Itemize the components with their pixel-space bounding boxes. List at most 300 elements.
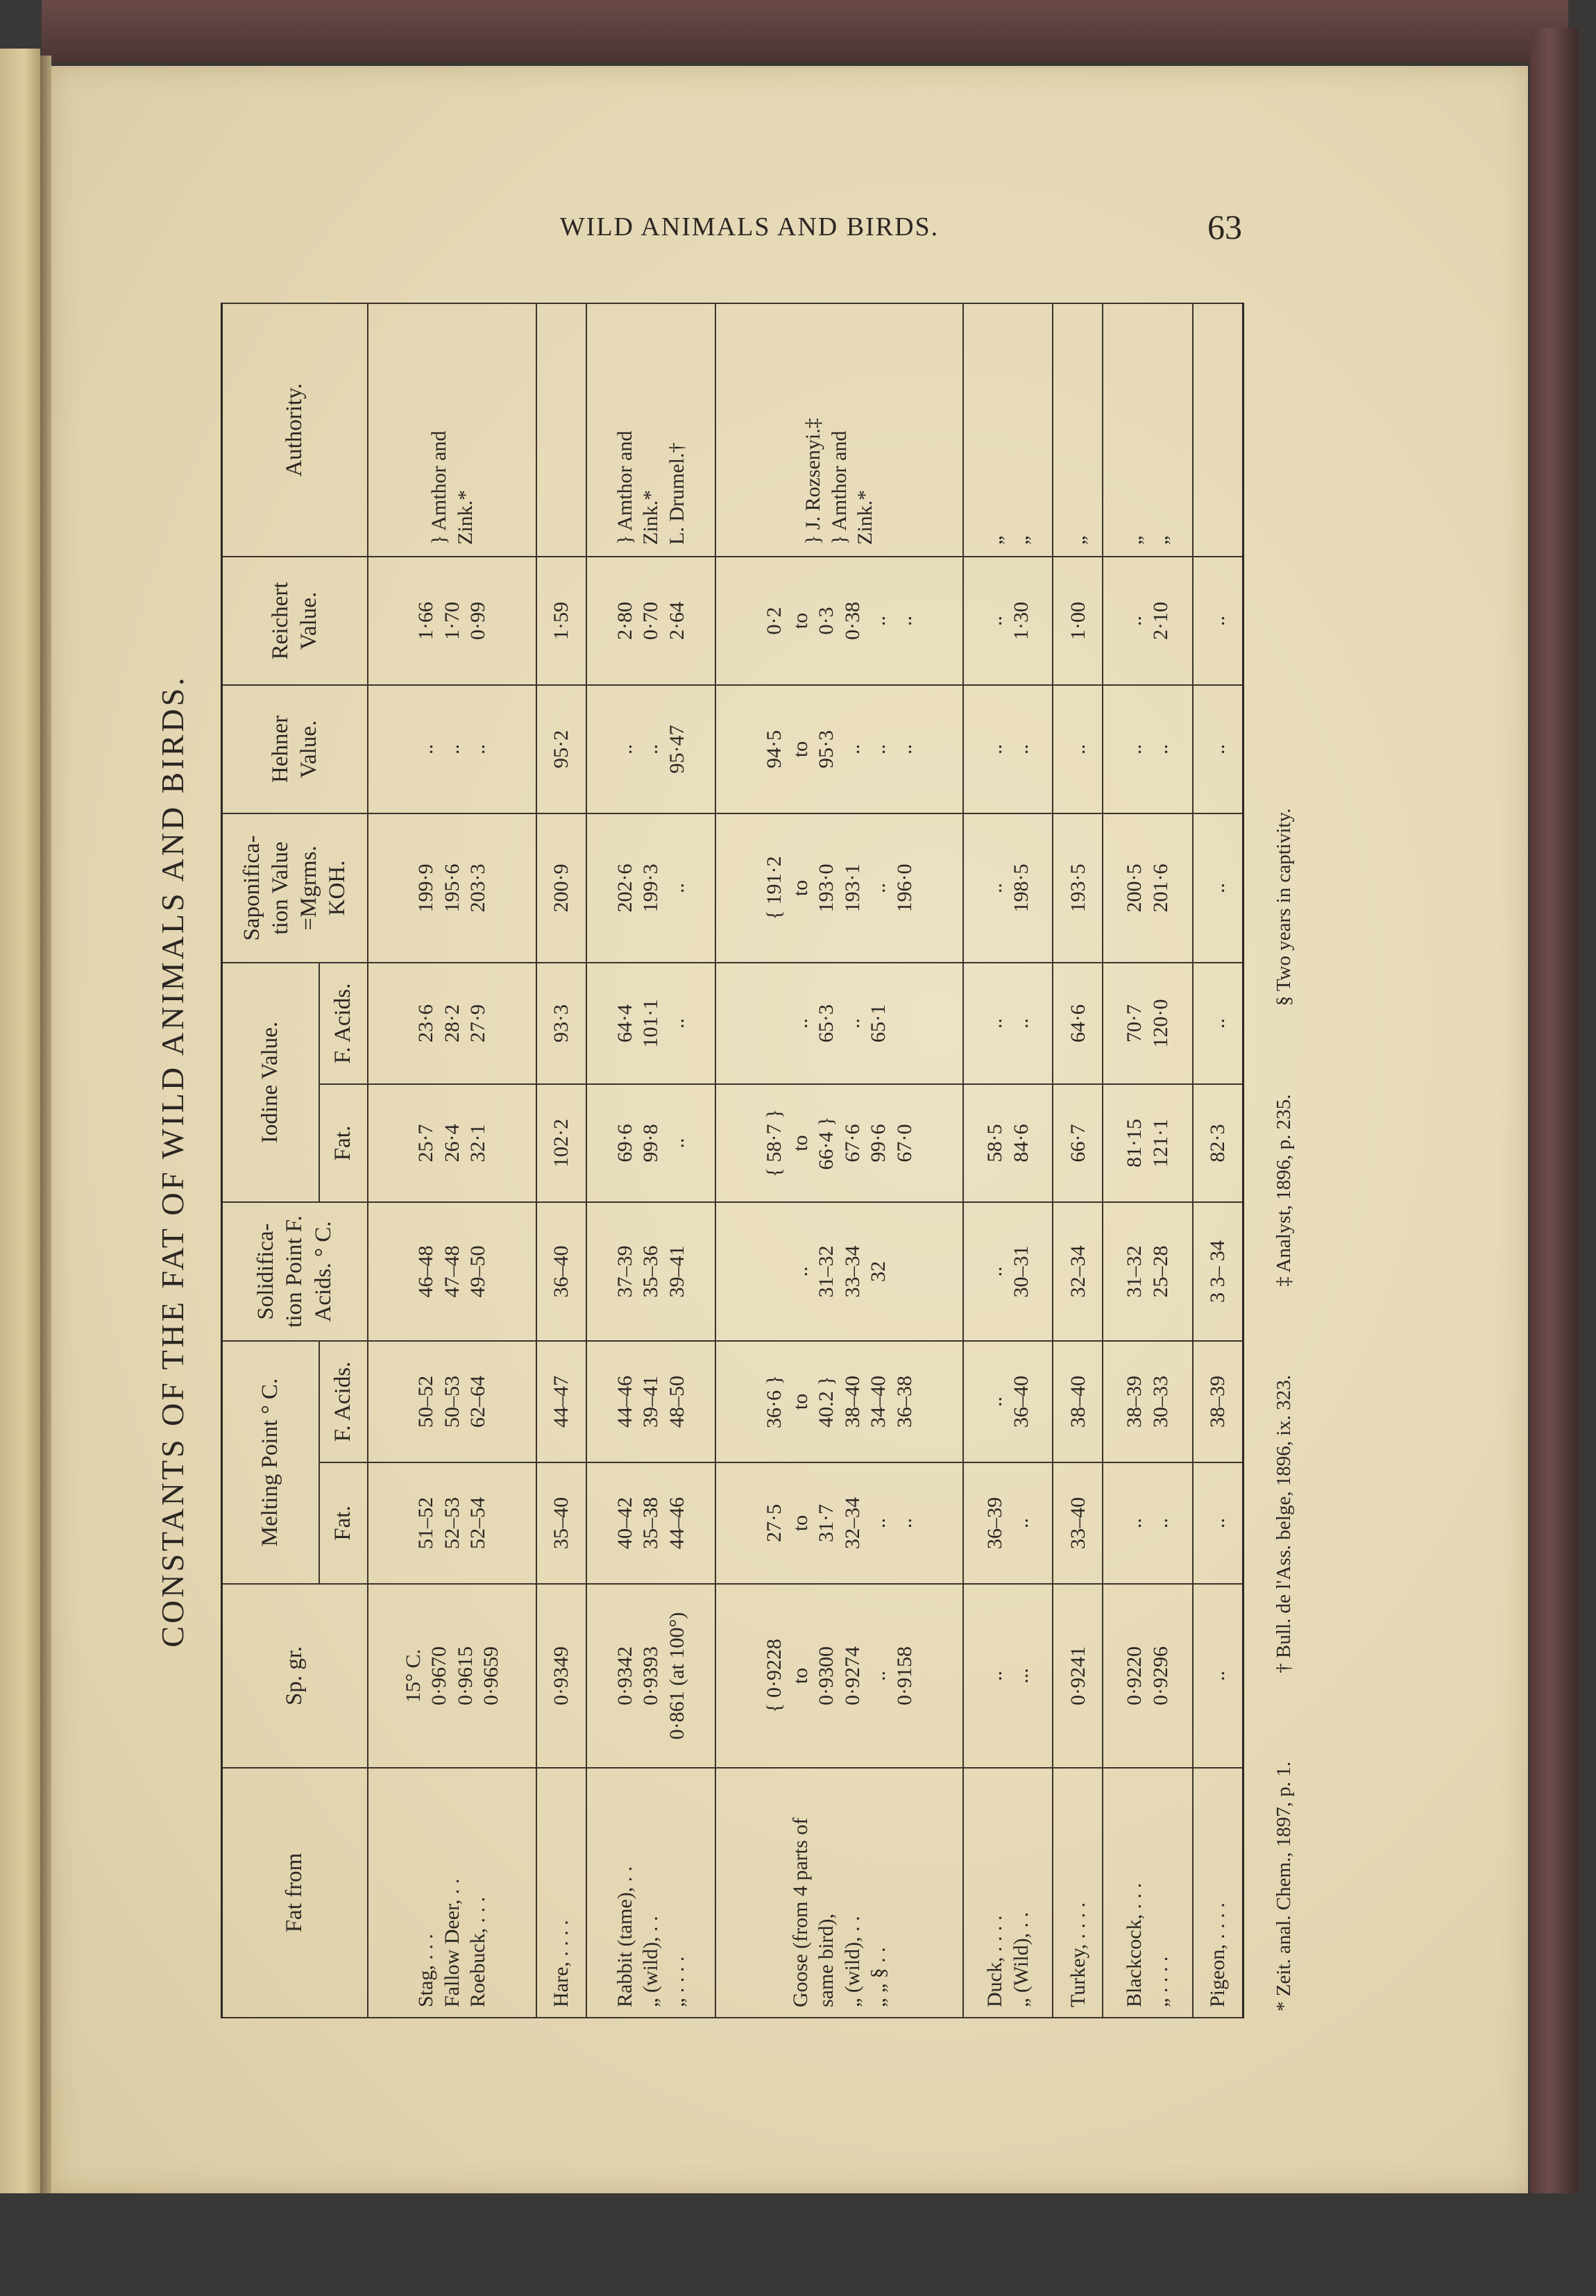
cell-hehner (536, 685, 586, 813)
header-fat-from: Fat from (222, 1768, 368, 2018)
cell-sapon (536, 813, 586, 963)
cell-fat-from (536, 1768, 586, 2018)
cell-line: 199·9 (414, 863, 438, 913)
cell-line: 50–52 (414, 1376, 438, 1428)
cell-line: 36·6 } (763, 1375, 786, 1428)
table-row (1193, 303, 1243, 2018)
cell-line: 35–36 (639, 1245, 663, 1298)
cell-line: .. (1123, 1518, 1146, 1528)
cell-line: .. (1206, 882, 1230, 893)
cell-line: 44–46 (665, 1497, 688, 1549)
cell-line: 0·9342 (613, 1646, 636, 1705)
cell-line: 200·9 (550, 863, 573, 913)
cell-line: .. (1206, 1518, 1230, 1528)
cell-sp-gr (963, 1584, 1053, 1768)
cell-line: „ (Wild), . . (1009, 1911, 1033, 2007)
cell-line: to (788, 741, 812, 758)
cell-line: .. (1066, 743, 1089, 754)
cell-line: 0·9615 (453, 1646, 477, 1705)
cell-fat-from (368, 1768, 536, 2018)
cell-line: Pigeon, . . . . (1206, 1902, 1230, 2007)
cell-line: 2·64 (665, 601, 688, 640)
cell-authority (963, 303, 1053, 557)
cell-line: 0·9158 (892, 1646, 916, 1705)
cell-melt-acids (1053, 1341, 1103, 1462)
cell-iod-acids (586, 963, 715, 1084)
cell-line: 30–31 (1009, 1245, 1033, 1298)
cell-melt-fat (586, 1462, 715, 1584)
cell-iod-acids (715, 963, 963, 1084)
cell-line: 1·30 (1009, 601, 1033, 640)
cell-iod-fat (715, 1084, 963, 1202)
table-body (368, 303, 1243, 2018)
cell-line: .. (1009, 743, 1033, 754)
cell-line: 32–34 (840, 1497, 864, 1549)
cell-line: .. (788, 1266, 812, 1277)
cell-line: Duck, . . . . (983, 1915, 1007, 2007)
cell-line: 193·5 (1066, 863, 1089, 913)
cell-line: 0·3 (815, 607, 838, 635)
cell-fat-from (1053, 1768, 1103, 2018)
cell-sp-gr (1053, 1584, 1103, 1768)
cell-melt-acids (715, 1341, 963, 1462)
cell-melt-acids (963, 1341, 1053, 1462)
cell-line: 69·6 (613, 1124, 636, 1163)
cell-line: .. (1123, 615, 1146, 626)
cell-line: 193·0 (815, 863, 838, 913)
cell-line: .. (665, 1138, 688, 1149)
cell-line: Zink.* (854, 489, 877, 545)
cell-line: 198·5 (1009, 863, 1033, 913)
table-row (1053, 303, 1103, 2018)
cell-line: 3 3– 34 (1206, 1240, 1230, 1303)
cell-iod-acids (1103, 963, 1192, 1084)
cell-sp-gr (1103, 1584, 1192, 1768)
header-iodine-fat: Fat. (319, 1084, 368, 1202)
cell-line: 0·2 (763, 607, 786, 635)
cell-reichert (715, 557, 963, 685)
cell-line: { 191·2 (763, 856, 786, 920)
cell-hehner (1053, 685, 1103, 813)
cell-line: 195·6 (440, 863, 464, 913)
cell-line: .. (840, 743, 864, 754)
cell-iod-fat (963, 1084, 1053, 1202)
cell-sapon (963, 813, 1053, 963)
cell-line: 95·47 (665, 725, 688, 774)
facing-page-edge (0, 49, 40, 2193)
cell-authority (1103, 303, 1192, 557)
cell-line: .. (665, 1018, 688, 1029)
cell-line: 49–50 (466, 1245, 490, 1298)
cell-line: 25·7 (414, 1124, 438, 1163)
cell-line: .. (665, 882, 688, 893)
book-cover-edge (1530, 28, 1579, 2193)
cell-line: Fallow Deer, . . (440, 1878, 464, 2007)
page-number: 63 (1207, 208, 1242, 246)
cell-fat-from (1103, 1768, 1192, 2018)
cell-line: Turkey, . . . . (1066, 1902, 1089, 2007)
cell-line: 50–53 (440, 1376, 464, 1428)
cell-line: 31–32 (815, 1245, 838, 1298)
table-row (586, 303, 715, 2018)
cell-line: .. (1206, 743, 1230, 754)
cell-line: 201·6 (1148, 863, 1172, 913)
cell-hehner (1193, 685, 1243, 813)
cell-line: 121·1 (1148, 1119, 1172, 1167)
cell-line: 66·7 (1066, 1124, 1089, 1163)
cell-authority (586, 303, 715, 557)
cell-line: .. (440, 743, 464, 754)
cell-sapon (1103, 813, 1192, 963)
cell-sapon (1193, 813, 1243, 963)
cell-line: { 0·9228 (763, 1639, 786, 1713)
cell-melt-fat (715, 1462, 963, 1584)
cell-line: 2·80 (613, 601, 636, 640)
header-melting-fat: Fat. (319, 1462, 368, 1584)
header-melting-acids: F. Acids. (319, 1341, 368, 1462)
cell-line: } J. Rozsenyi.‡ (801, 418, 825, 545)
cell-line: 38–40 (1066, 1376, 1089, 1428)
cell-line: 67·0 (892, 1124, 916, 1163)
cell-melt-fat (1053, 1462, 1103, 1584)
cell-melt-fat (1103, 1462, 1192, 1584)
cell-line: Rabbit (tame), . . (613, 1866, 636, 2007)
cell-line: 36–38 (892, 1376, 916, 1428)
cell-line: to (788, 1514, 812, 1532)
cell-solid (586, 1202, 715, 1341)
table-row (715, 303, 963, 2018)
cell-line: „ (1123, 535, 1146, 545)
cell-line: 52–54 (466, 1497, 490, 1549)
cell-line: 102·2 (550, 1119, 573, 1167)
cell-line: 99·6 (867, 1124, 890, 1163)
cell-line: 99·8 (639, 1124, 663, 1163)
cell-solid (1193, 1202, 1243, 1341)
cell-line: Stag, . . . (414, 1934, 438, 2007)
cell-sapon (586, 813, 715, 963)
cell-line: 0·861 (at 100°) (665, 1612, 688, 1740)
book-gutter (40, 56, 51, 2193)
cell-line: 82·3 (1206, 1124, 1230, 1163)
cell-sp-gr (1193, 1584, 1243, 1768)
cell-solid (1103, 1202, 1192, 1341)
cell-line: „ (1066, 535, 1089, 545)
cell-line: .. (983, 615, 1007, 626)
cell-line: 95·3 (815, 729, 838, 768)
cell-line: 26·4 (440, 1124, 464, 1163)
cell-line: „ (wild), . . (639, 1916, 663, 2007)
cell-line: 65·3 (815, 1004, 838, 1043)
cell-line: 95·2 (550, 729, 573, 768)
cell-line: to (788, 1393, 812, 1410)
cell-line: „ . . . . (665, 1956, 688, 2007)
cell-line: 38–39 (1123, 1376, 1146, 1428)
cell-iod-fat (1103, 1084, 1192, 1202)
cell-line: ... (1009, 1668, 1033, 1684)
cell-line: „ (wild), . . (840, 1916, 864, 2007)
cell-sapon (1053, 813, 1103, 963)
cell-line: Hare, . . . . (550, 1920, 573, 2007)
cell-line: .. (867, 1518, 890, 1528)
cell-line: 28·2 (440, 1004, 464, 1043)
cell-line: 0·9274 (840, 1646, 864, 1705)
table-row (536, 303, 586, 2018)
header-melting-point: Melting Point ° C. (222, 1341, 320, 1584)
cell-line: 64·4 (613, 1004, 636, 1043)
cell-line: 40–42 (613, 1497, 636, 1549)
cell-line: 36–39 (983, 1497, 1007, 1549)
cell-iod-fat (1193, 1084, 1243, 1202)
cell-line: Zink.* (639, 489, 663, 545)
cell-reichert (368, 557, 536, 685)
cell-line: 38–40 (840, 1376, 864, 1428)
cell-line: 0·9241 (1066, 1646, 1089, 1705)
cell-fat-from (963, 1768, 1053, 2018)
cell-line: 196·0 (892, 863, 916, 913)
cell-fat-from (586, 1768, 715, 2018)
cell-sp-gr (586, 1584, 715, 1768)
cell-line: .. (788, 1018, 812, 1029)
cell-line: .. (466, 743, 490, 754)
cell-line: } Amthor and (427, 430, 451, 545)
cell-line: 25–28 (1148, 1245, 1172, 1298)
cell-line: } Amthor and (827, 430, 851, 545)
cell-hehner (963, 685, 1053, 813)
cell-line: Zink.* (453, 489, 477, 545)
cell-line: .. (983, 1266, 1007, 1277)
cell-line: 67·6 (840, 1124, 864, 1163)
header-row-1 (222, 303, 320, 2018)
cell-authority (715, 303, 963, 557)
cell-reichert (1103, 557, 1192, 685)
cell-line: 0·9349 (550, 1646, 573, 1705)
cell-line: 1·59 (550, 601, 573, 640)
cell-line: .. (983, 743, 1007, 754)
table-row (1103, 303, 1192, 2018)
cell-solid (536, 1202, 586, 1341)
cell-line: Blackcock, . . . (1123, 1882, 1146, 2007)
cell-line: Roebuck, . . . (466, 1896, 490, 2007)
cell-line: .. (1206, 1671, 1230, 1681)
cell-reichert (1193, 557, 1243, 685)
cell-iod-acids (1193, 963, 1243, 1084)
cell-line: 1·66 (414, 601, 438, 640)
cell-line: .. (983, 1396, 1007, 1407)
cell-sp-gr (715, 1584, 963, 1768)
cell-line: 32–34 (1066, 1245, 1089, 1298)
cell-iod-acids (963, 963, 1053, 1084)
cell-line: .. (1009, 1018, 1033, 1029)
cell-line: 15° C. (401, 1649, 425, 1703)
cell-hehner (368, 685, 536, 813)
cell-line: 33–34 (840, 1245, 864, 1298)
cell-line: .. (892, 1518, 916, 1528)
cell-solid (1053, 1202, 1103, 1341)
footnotes (1273, 297, 1307, 2011)
cell-melt-fat (963, 1462, 1053, 1584)
cell-line: 0·38 (840, 601, 864, 640)
cell-line: 36–40 (1009, 1376, 1033, 1428)
cell-line: to (788, 1135, 812, 1151)
cell-melt-acids (536, 1341, 586, 1462)
cell-line: .. (867, 882, 890, 893)
cell-solid (963, 1202, 1053, 1341)
cell-line: 39–41 (665, 1245, 688, 1298)
cell-line: „ . . . . (1148, 1956, 1172, 2007)
cell-iod-fat (368, 1084, 536, 1202)
cell-line: 203·3 (466, 863, 490, 913)
cell-line: 32·1 (466, 1124, 490, 1163)
cell-reichert (1053, 557, 1103, 685)
cell-line: 0·99 (466, 601, 490, 640)
cell-melt-acids (586, 1341, 715, 1462)
header-saponification: Saponifica-tion Value =Mgrms. KOH. (222, 813, 368, 963)
cell-line: 94·5 (763, 729, 786, 768)
footnote: § Two years in captivity. (1273, 808, 1295, 1006)
cell-sp-gr (368, 1584, 536, 1768)
cell-sapon (715, 813, 963, 963)
cell-line: 27·9 (466, 1004, 490, 1043)
cell-line: 62–64 (466, 1376, 490, 1428)
cell-line: 199·3 (639, 863, 663, 913)
table-row (963, 303, 1053, 2018)
cell-melt-acids (1103, 1341, 1192, 1462)
cell-line: 2·10 (1148, 601, 1172, 640)
cell-line: 39–41 (639, 1376, 663, 1428)
cell-line: 0·9670 (427, 1646, 451, 1705)
cell-iod-fat (1053, 1084, 1103, 1202)
header-iodine-acids: F. Acids. (319, 963, 368, 1084)
cell-hehner (715, 685, 963, 813)
cell-line: 81·15 (1123, 1119, 1146, 1167)
cell-line: 31·7 (815, 1504, 838, 1542)
cell-line: „ (983, 535, 1007, 545)
cell-melt-acids (368, 1341, 536, 1462)
cell-sapon (368, 813, 536, 963)
cell-fat-from (715, 1768, 963, 2018)
cell-line: 52–53 (440, 1497, 464, 1549)
header-sp-gr: Sp. gr. (222, 1584, 368, 1768)
cell-line: 44–47 (550, 1376, 573, 1428)
cell-line: 0·9300 (815, 1646, 838, 1705)
cell-line: 200·5 (1123, 863, 1146, 913)
cell-line: .. (1148, 1518, 1172, 1528)
cell-line: .. (867, 743, 890, 754)
cell-solid (715, 1202, 963, 1341)
running-head: WILD ANIMALS AND BIRDS. (559, 212, 940, 242)
header-authority: Authority. (222, 303, 368, 557)
cell-solid (368, 1202, 536, 1341)
cell-line: .. (1148, 743, 1172, 754)
cell-iod-acids (1053, 963, 1103, 1084)
cell-melt-acids (1193, 1341, 1243, 1462)
cell-iod-fat (536, 1084, 586, 1202)
cell-line: .. (840, 1018, 864, 1029)
cell-line: .. (1206, 615, 1230, 626)
cell-authority (1053, 303, 1103, 557)
cell-line: 33–40 (1066, 1497, 1089, 1549)
cell-line: 93·3 (550, 1004, 573, 1043)
cell-line: to (788, 879, 812, 897)
header-hehner: Hehner Value. (222, 685, 368, 813)
cell-line: L. Drumel.† (665, 442, 688, 545)
cell-line: .. (983, 1018, 1007, 1029)
cell-line: 44–46 (613, 1376, 636, 1428)
cell-line: 0·9296 (1148, 1646, 1172, 1705)
cell-line: 48–50 (665, 1376, 688, 1428)
cell-fat-from (1193, 1768, 1243, 2018)
cell-reichert (963, 557, 1053, 685)
cell-line: 47–48 (440, 1245, 464, 1298)
cell-line: 193·1 (840, 863, 864, 913)
cell-line: 1·00 (1066, 601, 1089, 640)
footnote: ‡ Analyst, 1896, p. 235. (1273, 1094, 1295, 1287)
cell-line: „ (1009, 535, 1033, 545)
cell-line: 0·70 (639, 601, 663, 640)
cell-iod-fat (586, 1084, 715, 1202)
header-reichert: Reichert Value. (222, 557, 368, 685)
cell-melt-fat (536, 1462, 586, 1584)
cell-line: .. (867, 615, 890, 626)
cell-line: 65·1 (867, 1004, 890, 1043)
cell-line: same bird), (815, 1914, 838, 2007)
cell-iod-acids (368, 963, 536, 1084)
cell-line: 46–48 (414, 1245, 438, 1298)
footnote: † Bull. de l'Ass. belge, 1896, ix. 323. (1273, 1374, 1295, 1673)
cell-line: 0·9393 (639, 1646, 663, 1705)
cell-line: 1·70 (440, 601, 464, 640)
cell-line: 202·6 (613, 863, 636, 913)
cell-iod-acids (536, 963, 586, 1084)
cell-line: 30–33 (1148, 1376, 1172, 1428)
cell-line: to (788, 1667, 812, 1685)
cell-line: 38–39 (1206, 1376, 1230, 1428)
cell-line: Goose (from 4 parts of (788, 1817, 812, 2007)
cell-line: „ „ § . . (867, 1947, 890, 2007)
cell-line: 23·6 (414, 1004, 438, 1043)
cell-line: to (788, 612, 812, 630)
cell-melt-fat (368, 1462, 536, 1584)
cell-line: „ (1148, 535, 1172, 545)
footnote: * Zeit. anal. Chem., 1897, p. 1. (1273, 1761, 1295, 2011)
cell-line: 51–52 (414, 1497, 438, 1549)
cell-sp-gr (536, 1584, 586, 1768)
cell-hehner (1103, 685, 1192, 813)
cell-line: 120·0 (1148, 999, 1172, 1048)
cell-line: .. (1123, 743, 1146, 754)
cell-line: 32 (867, 1261, 890, 1282)
cell-line: 70·7 (1123, 1004, 1146, 1043)
cell-line: .. (613, 743, 636, 754)
cell-line: .. (639, 743, 663, 754)
cell-line: } Amthor and (613, 430, 636, 545)
cell-line: 58·5 (983, 1124, 1007, 1163)
header-iodine-value: Iodine Value. (222, 963, 320, 1202)
cell-reichert (536, 557, 586, 685)
cell-line: 27·5 (763, 1504, 786, 1542)
cell-melt-fat (1193, 1462, 1243, 1584)
cell-line: 37–39 (613, 1245, 636, 1298)
cell-line: 0·9659 (479, 1646, 503, 1705)
cell-line: 66·4 } (815, 1116, 838, 1170)
table-row (368, 303, 536, 2018)
cell-line: .. (867, 1671, 890, 1681)
cell-authority (1193, 303, 1243, 557)
cell-line: 35–40 (550, 1497, 573, 1549)
rotated-table-block (154, 158, 1348, 2018)
cell-line: 35–38 (639, 1497, 663, 1549)
cell-line: 34–40 (867, 1376, 890, 1428)
